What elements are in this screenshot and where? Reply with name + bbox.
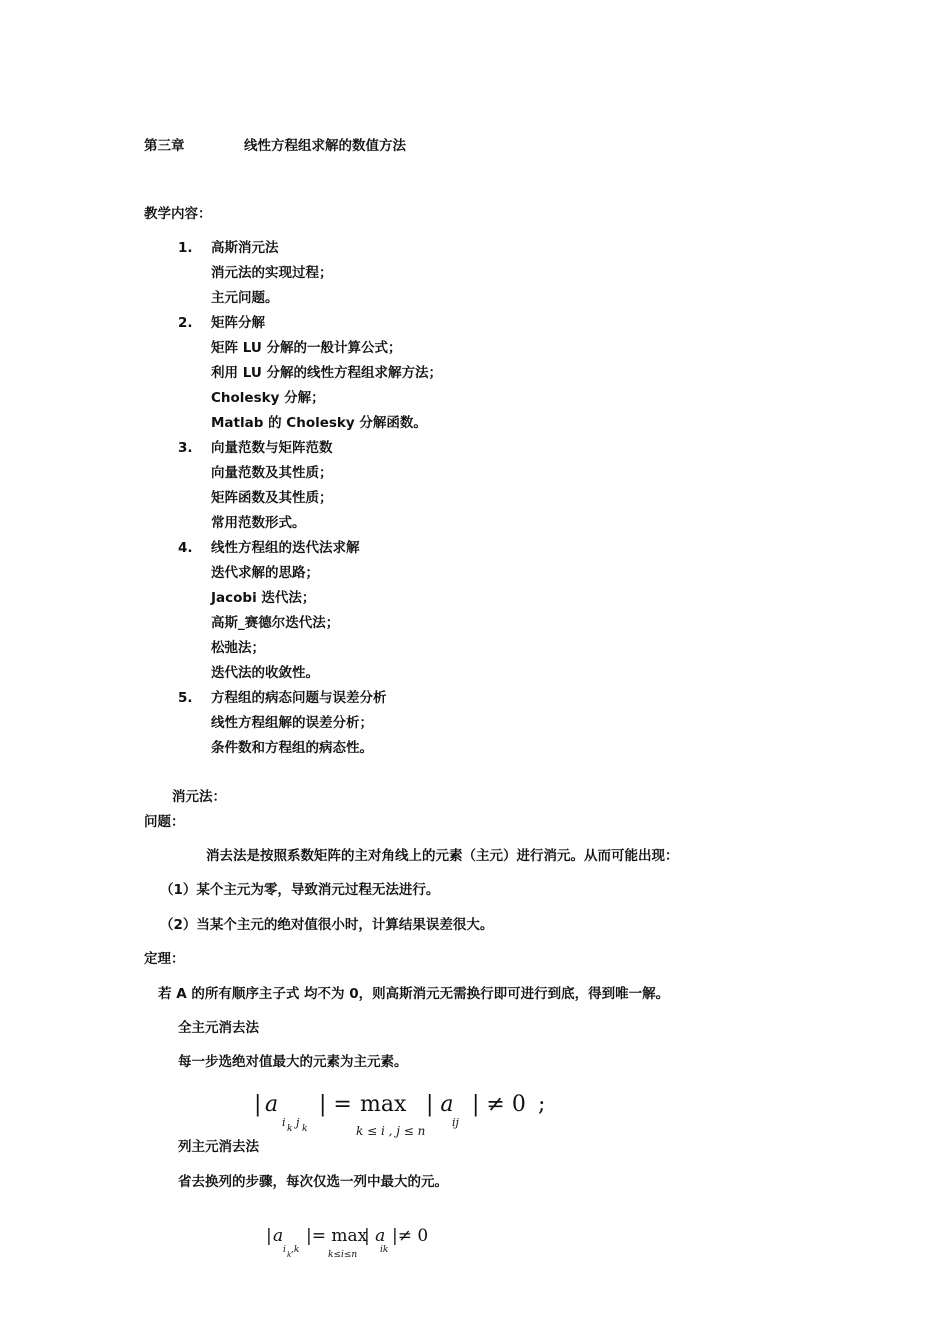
section-item: Cholesky 分解； xyxy=(211,390,325,406)
problem-heading: 问题： xyxy=(144,814,185,830)
section-title: 方程组的病态问题与误差分析 xyxy=(211,690,387,706)
problem-case-1: （1）某个主元为零，导致消元过程无法进行。 xyxy=(160,882,440,898)
theorem-text: 若 A 的所有顺序主子式 均不为 0，则高斯消元无需换行即可进行到底，得到唯一解。 xyxy=(158,986,670,1002)
section-item: 条件数和方程组的病态性。 xyxy=(211,740,373,756)
section-item: 消元法的实现过程； xyxy=(211,265,333,281)
section-item: 松弛法； xyxy=(211,640,265,656)
column-pivot-text: 省去换列的步骤，每次仅选一列中最大的元。 xyxy=(178,1174,448,1190)
full-pivot-heading: 全主元消去法 xyxy=(178,1020,259,1036)
chapter-label: 第三章 xyxy=(144,138,185,154)
contents-heading: 教学内容： xyxy=(144,206,212,222)
column-pivot-heading: 列主元消去法 xyxy=(178,1139,259,1155)
section-item: 线性方程组解的误差分析； xyxy=(211,715,373,731)
section-item: 向量范数及其性质； xyxy=(211,465,333,481)
section-item: 迭代求解的思路； xyxy=(211,565,319,581)
section-title: 向量范数与矩阵范数 xyxy=(211,440,333,456)
problem-text: 消去法是按照系数矩阵的主对角线上的元素（主元）进行消元。从而可能出现： xyxy=(206,848,679,864)
section-number: 3. xyxy=(178,440,193,456)
section-title: 高斯消元法 xyxy=(211,240,279,256)
section-item: 利用 LU 分解的线性方程组求解方法； xyxy=(211,365,442,381)
section-number: 1. xyxy=(178,240,193,256)
section-item: 主元问题。 xyxy=(211,290,279,306)
section-item: 矩阵 LU 分解的一般计算公式； xyxy=(211,340,402,356)
section-item: Jacobi 迭代法； xyxy=(211,590,316,606)
section-item: 高斯_赛德尔迭代法； xyxy=(211,615,340,631)
section-number: 4. xyxy=(178,540,193,556)
section-item: Matlab 的 Cholesky 分解函数。 xyxy=(211,415,427,431)
section-title: 矩阵分解 xyxy=(211,315,265,331)
problem-case-2: （2）当某个主元的绝对值很小时，计算结果误差很大。 xyxy=(160,917,494,933)
chapter-title: 线性方程组求解的数值方法 xyxy=(244,138,406,154)
section-item: 矩阵函数及其性质； xyxy=(211,490,333,506)
elimination-heading: 消元法： xyxy=(172,789,226,805)
section-item: 迭代法的收敛性。 xyxy=(211,665,319,681)
section-title: 线性方程组的迭代法求解 xyxy=(211,540,360,556)
section-item: 常用范数形式。 xyxy=(211,515,306,531)
section-number: 5. xyxy=(178,690,193,706)
section-number: 2. xyxy=(178,315,193,331)
theorem-heading: 定理： xyxy=(144,951,185,967)
full-pivot-text: 每一步选绝对值最大的元素为主元素。 xyxy=(178,1054,408,1070)
